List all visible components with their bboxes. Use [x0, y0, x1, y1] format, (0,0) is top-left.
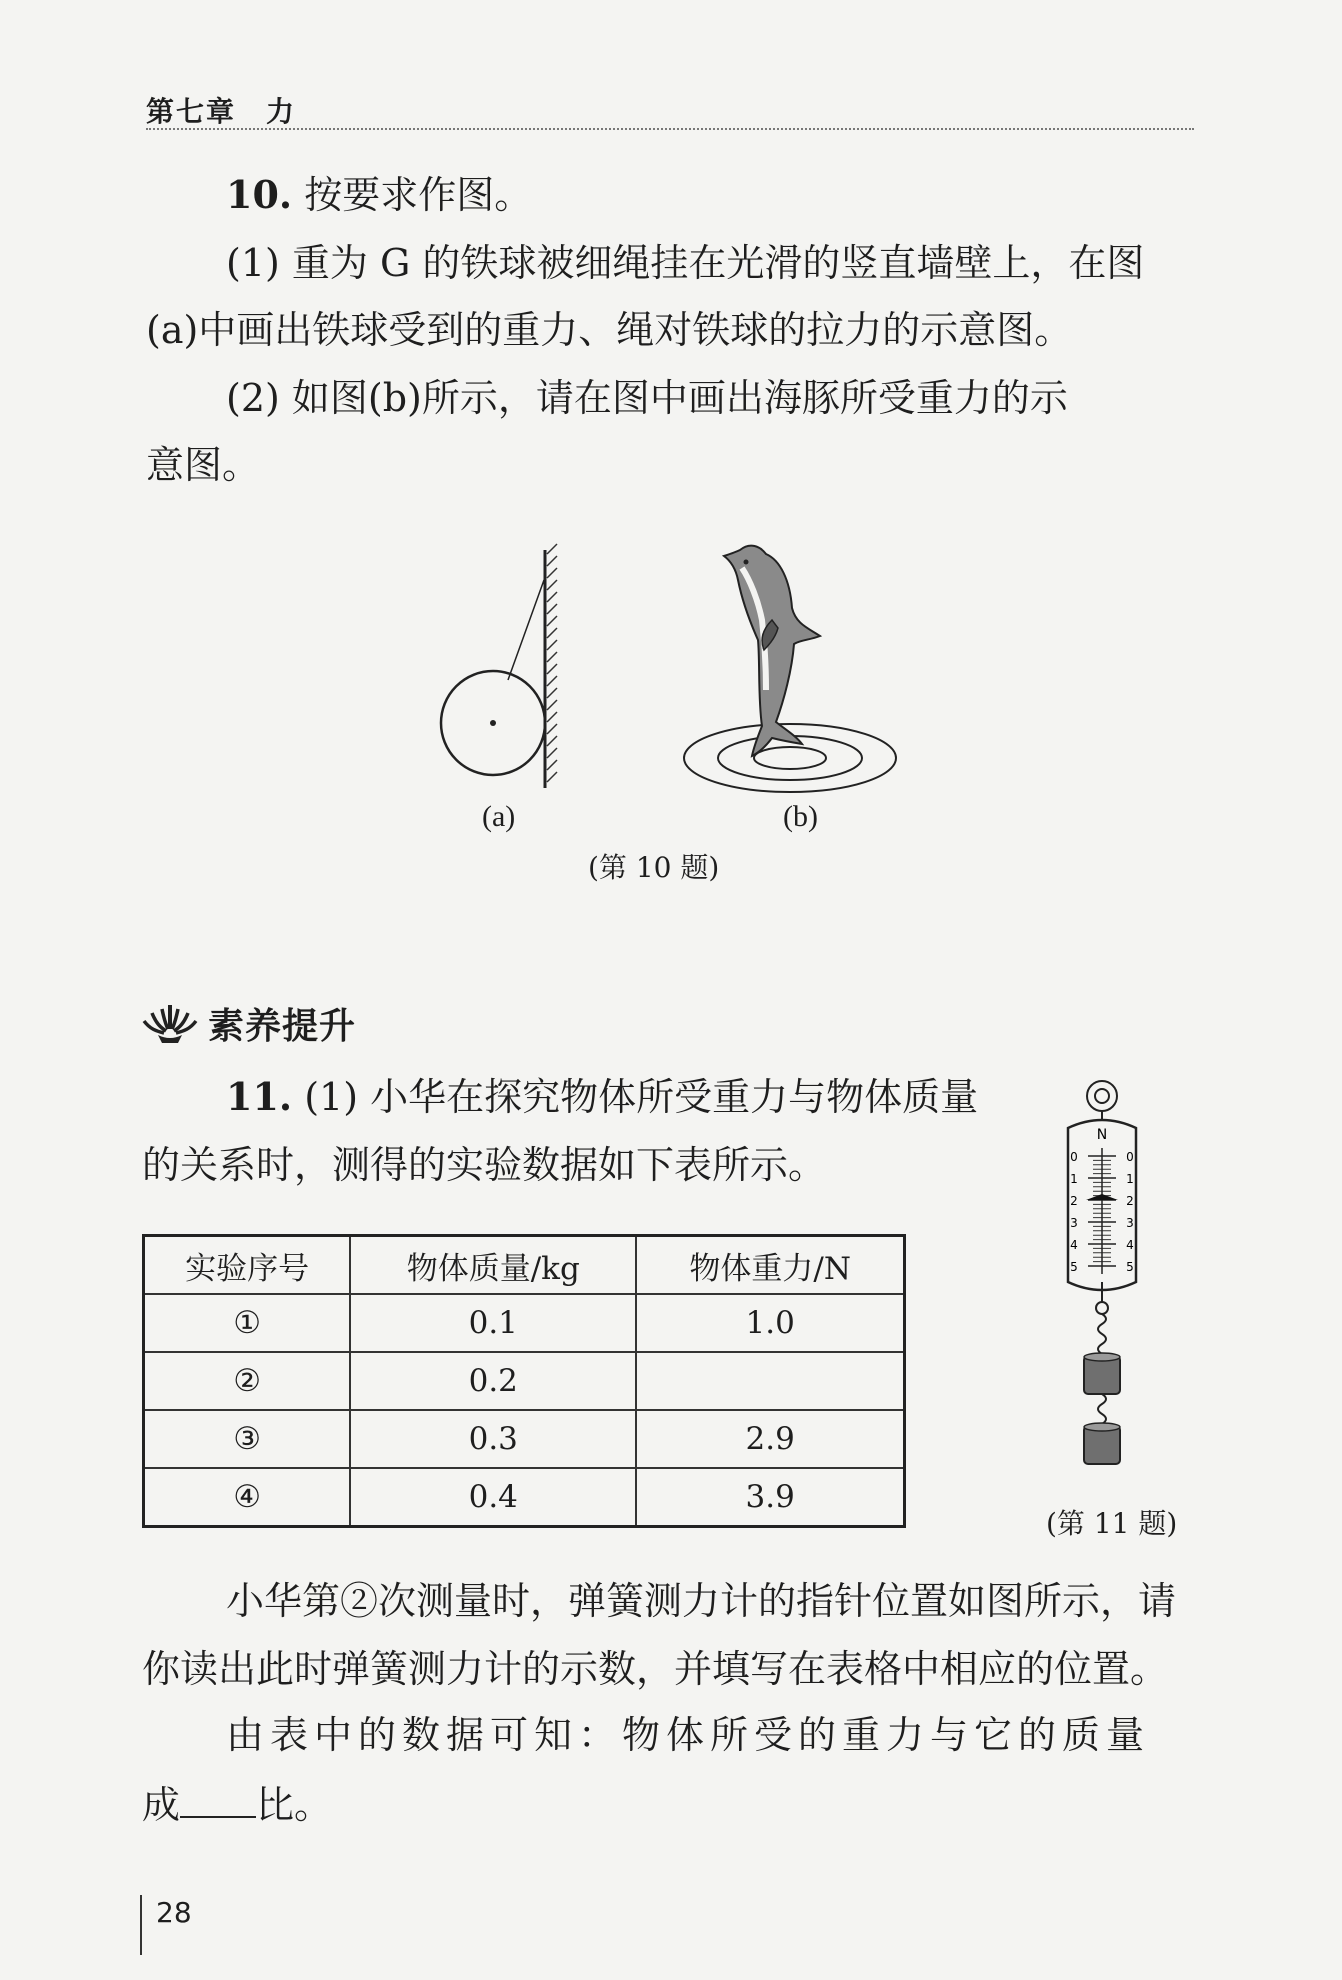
answer-blank[interactable]: [180, 1784, 256, 1818]
figure-b-dolphin: [680, 540, 900, 800]
q10-title-text: 按要求作图。: [304, 173, 533, 217]
table-row: [144, 1294, 905, 1352]
scale-tick-label-right: 4: [1126, 1238, 1134, 1252]
q11-caption: (第 11 题): [1046, 1507, 1178, 1540]
table-header-cell: 物体重力/N: [636, 1236, 904, 1295]
scale-tick-label-right: 0: [1126, 1150, 1134, 1164]
q10-part2-line1: (2) 如图(b)所示，请在图中画出海豚所受重力的示: [226, 376, 1068, 420]
header-divider: [146, 128, 1194, 130]
spring-scale-figure: [1052, 1076, 1152, 1486]
section-title: 素养提升: [208, 1006, 357, 1047]
q10-part2-line2: 意图。: [146, 443, 261, 487]
q10-part1-line1: (1) 重为 G 的铁球被细绳挂在光滑的竖直墙壁上，在图: [226, 241, 1145, 285]
q11-line1-text: (1) 小华在探究物体所受重力与物体质量: [304, 1075, 979, 1119]
table-header-cell: 物体质量/kg: [350, 1236, 636, 1295]
scale-tick-label-right: 3: [1126, 1216, 1134, 1230]
table-cell: ④: [144, 1468, 351, 1527]
figure-a-ball-on-wall: [420, 540, 570, 800]
q11-after-line4: [142, 1783, 333, 1827]
table-cell-blank[interactable]: [636, 1352, 904, 1410]
q11-after-line2: 你读出此时弹簧测力计的示数，并填写在表格中相应的位置。: [142, 1647, 1169, 1691]
table-header-row: [144, 1236, 905, 1295]
lamp-flourish-icon: [142, 999, 198, 1049]
table-cell: 0.2: [350, 1352, 636, 1410]
scale-tick-label-right: 2: [1126, 1194, 1134, 1208]
chapter-header: 第七章 力: [146, 95, 297, 128]
table-cell: 2.9: [636, 1410, 904, 1468]
table-row: [144, 1410, 905, 1468]
q11-after-line4-prefix: 成: [142, 1783, 181, 1827]
q11-data-table: [142, 1234, 906, 1528]
table-cell: ②: [144, 1352, 351, 1410]
q11-after-line3: 由表中的数据可知：物体所受的重力与它的质量: [226, 1713, 1151, 1757]
q10-title: [226, 172, 533, 217]
table-cell: ③: [144, 1410, 351, 1468]
page-number-bar: [140, 1895, 142, 1955]
scale-tick-label-right: 1: [1126, 1172, 1134, 1186]
figure-b-label: (b): [783, 800, 818, 833]
q11-after-line1: 小华第②次测量时，弹簧测力计的指针位置如图所示，请: [226, 1579, 1177, 1623]
scale-tick-label-left: 3: [1070, 1216, 1078, 1230]
table-cell: 0.3: [350, 1410, 636, 1468]
q10-caption: (第 10 题): [588, 851, 720, 884]
table-cell: ①: [144, 1294, 351, 1352]
section-heading: [142, 998, 356, 1049]
table-header-cell: 实验序号: [144, 1236, 351, 1295]
scale-unit-label: N: [1096, 1127, 1108, 1143]
scale-tick-label-left: 1: [1070, 1172, 1078, 1186]
page-number: 28: [156, 1896, 192, 1929]
q10-number: 10.: [226, 172, 293, 217]
figure-a-label: (a): [482, 800, 516, 833]
scale-tick-label-left: 0: [1070, 1150, 1078, 1164]
q11-line1: [226, 1074, 979, 1119]
scale-tick-label-left: 2: [1070, 1194, 1078, 1208]
table-row: [144, 1352, 905, 1410]
q11-number: 11.: [226, 1074, 293, 1119]
q11-after-line4-suffix: 比。: [256, 1783, 333, 1827]
scale-tick-label-left: 4: [1070, 1238, 1078, 1252]
table-cell: 1.0: [636, 1294, 904, 1352]
q11-line2: 的关系时，测得的实验数据如下表所示。: [142, 1143, 827, 1187]
table-cell: 3.9: [636, 1468, 904, 1527]
q10-part1-line2: (a)中画出铁球受到的重力、绳对铁球的拉力的示意图。: [146, 308, 1073, 352]
scale-tick-label-left: 5: [1070, 1260, 1078, 1274]
table-cell: 0.1: [350, 1294, 636, 1352]
table-row: [144, 1468, 905, 1527]
scale-tick-label-right: 5: [1126, 1260, 1134, 1274]
table-cell: 0.4: [350, 1468, 636, 1527]
